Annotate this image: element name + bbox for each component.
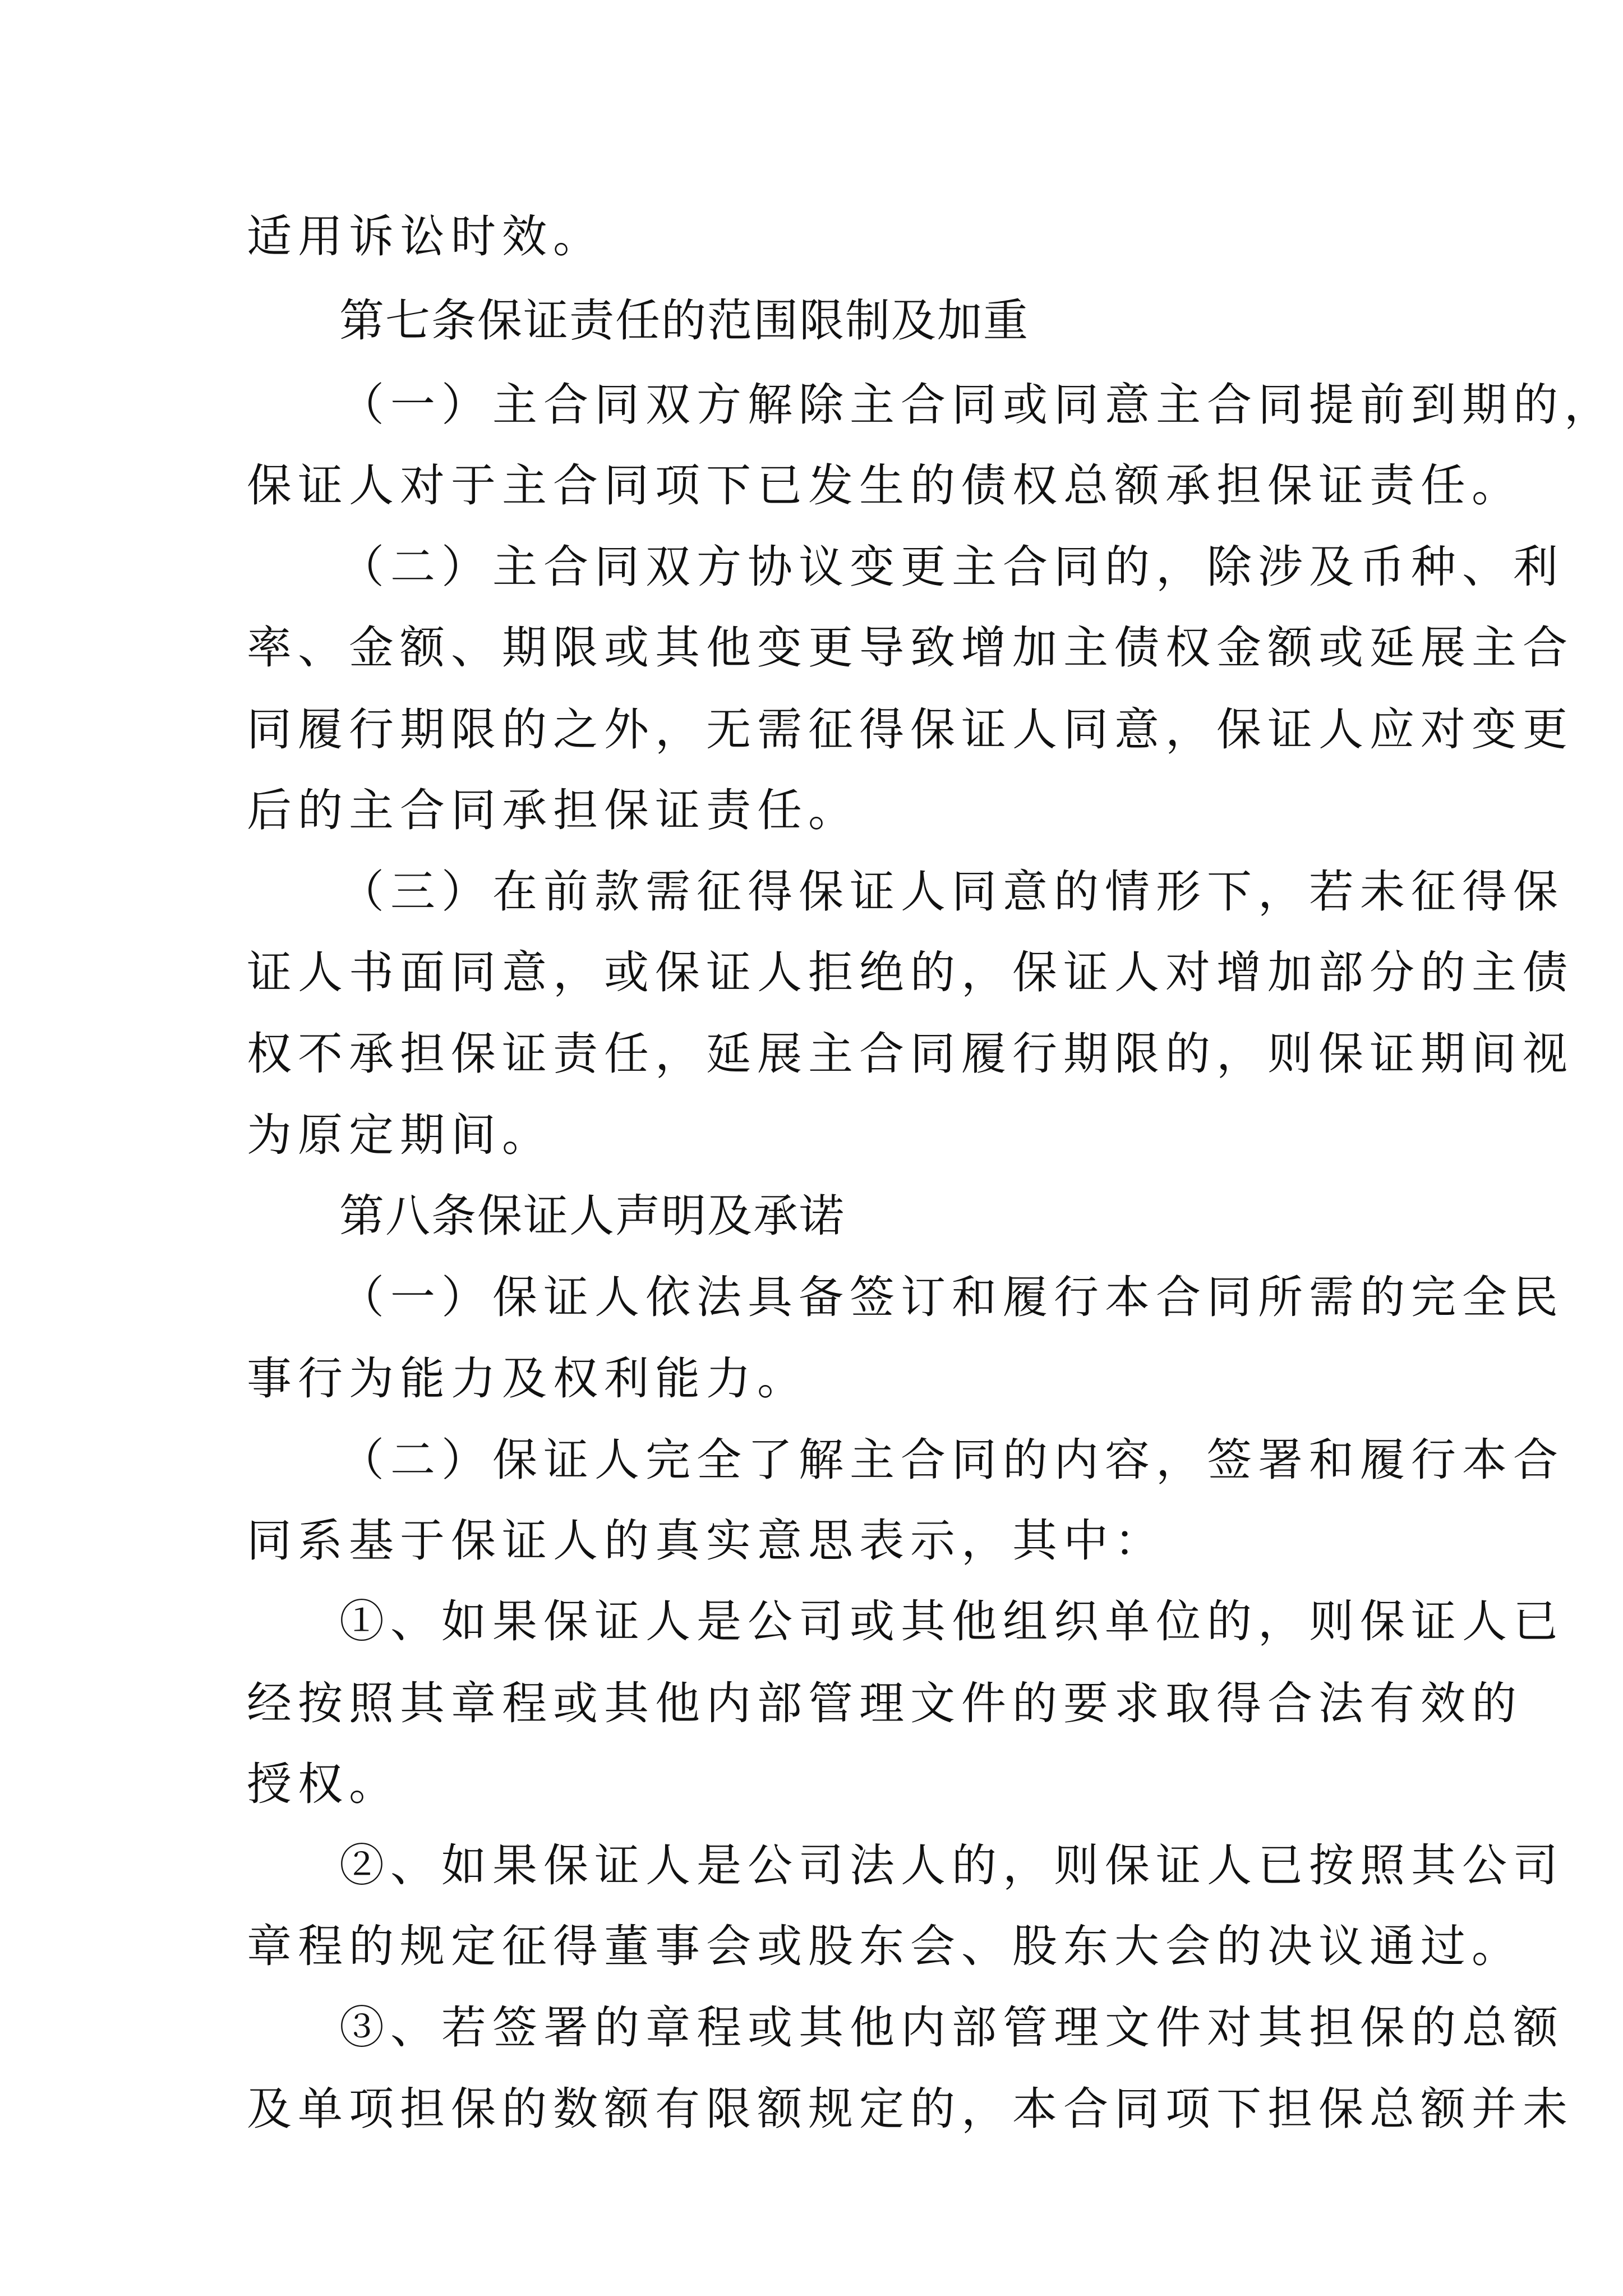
text-line: 后的主合同承担保证责任。 [247, 784, 859, 836]
section-heading-article-8: 第八条保证人声明及承诺 [339, 1190, 845, 1242]
text-line: 授权。 [247, 1758, 400, 1810]
text-line: 权不承担保证责任，延展主合同履行期限的，则保证期间视 [247, 1028, 1574, 1080]
text-line: 章程的规定征得董事会或股东会、股东大会的决议通过。 [247, 1920, 1523, 1972]
text-line: ①、如果保证人是公司或其他组织单位的，则保证人已 [339, 1595, 1564, 1648]
text-line: ③、若签署的章程或其他内部管理文件对其担保的总额 [339, 2001, 1564, 2054]
section-heading-article-7: 第七条保证责任的范围限制及加重 [339, 295, 1029, 347]
text-line: 保证人对于主合同项下已发生的债权总额承担保证责任。 [247, 459, 1523, 512]
text-line: ②、如果保证人是公司法人的，则保证人已按照其公司 [339, 1839, 1564, 1892]
text-line: （一）主合同双方解除主合同或同意主合同提前到期的， [339, 379, 1615, 431]
text-line: （三）在前款需征得保证人同意的情形下，若未征得保 [339, 866, 1564, 918]
text-line: （二）主合同双方协议变更主合同的，除涉及币种、利 [339, 541, 1564, 593]
text-line: 同系基于保证人的真实意思表示，其中： [247, 1515, 1165, 1567]
text-line: （二）保证人完全了解主合同的内容，签署和履行本合 [339, 1434, 1564, 1486]
text-line: 为原定期间。 [247, 1109, 553, 1161]
text-line: 率、金额、期限或其他变更导致增加主债权金额或延展主合 [247, 622, 1574, 674]
text-line: 事行为能力及权利能力。 [247, 1352, 808, 1405]
text-line: 适用诉讼时效。 [247, 210, 604, 263]
text-line: 证人书面同意，或保证人拒绝的，保证人对增加部分的主债 [247, 946, 1574, 999]
text-line: 及单项担保的数额有限额规定的，本合同项下担保总额并未 [247, 2083, 1574, 2135]
text-line: 经按照其章程或其他内部管理文件的要求取得合法有效的 [247, 1677, 1523, 1729]
text-line: （一）保证人依法具备签订和履行本合同所需的完全民 [339, 1271, 1564, 1323]
text-line: 同履行期限的之外，无需征得保证人同意，保证人应对变更 [247, 703, 1574, 756]
